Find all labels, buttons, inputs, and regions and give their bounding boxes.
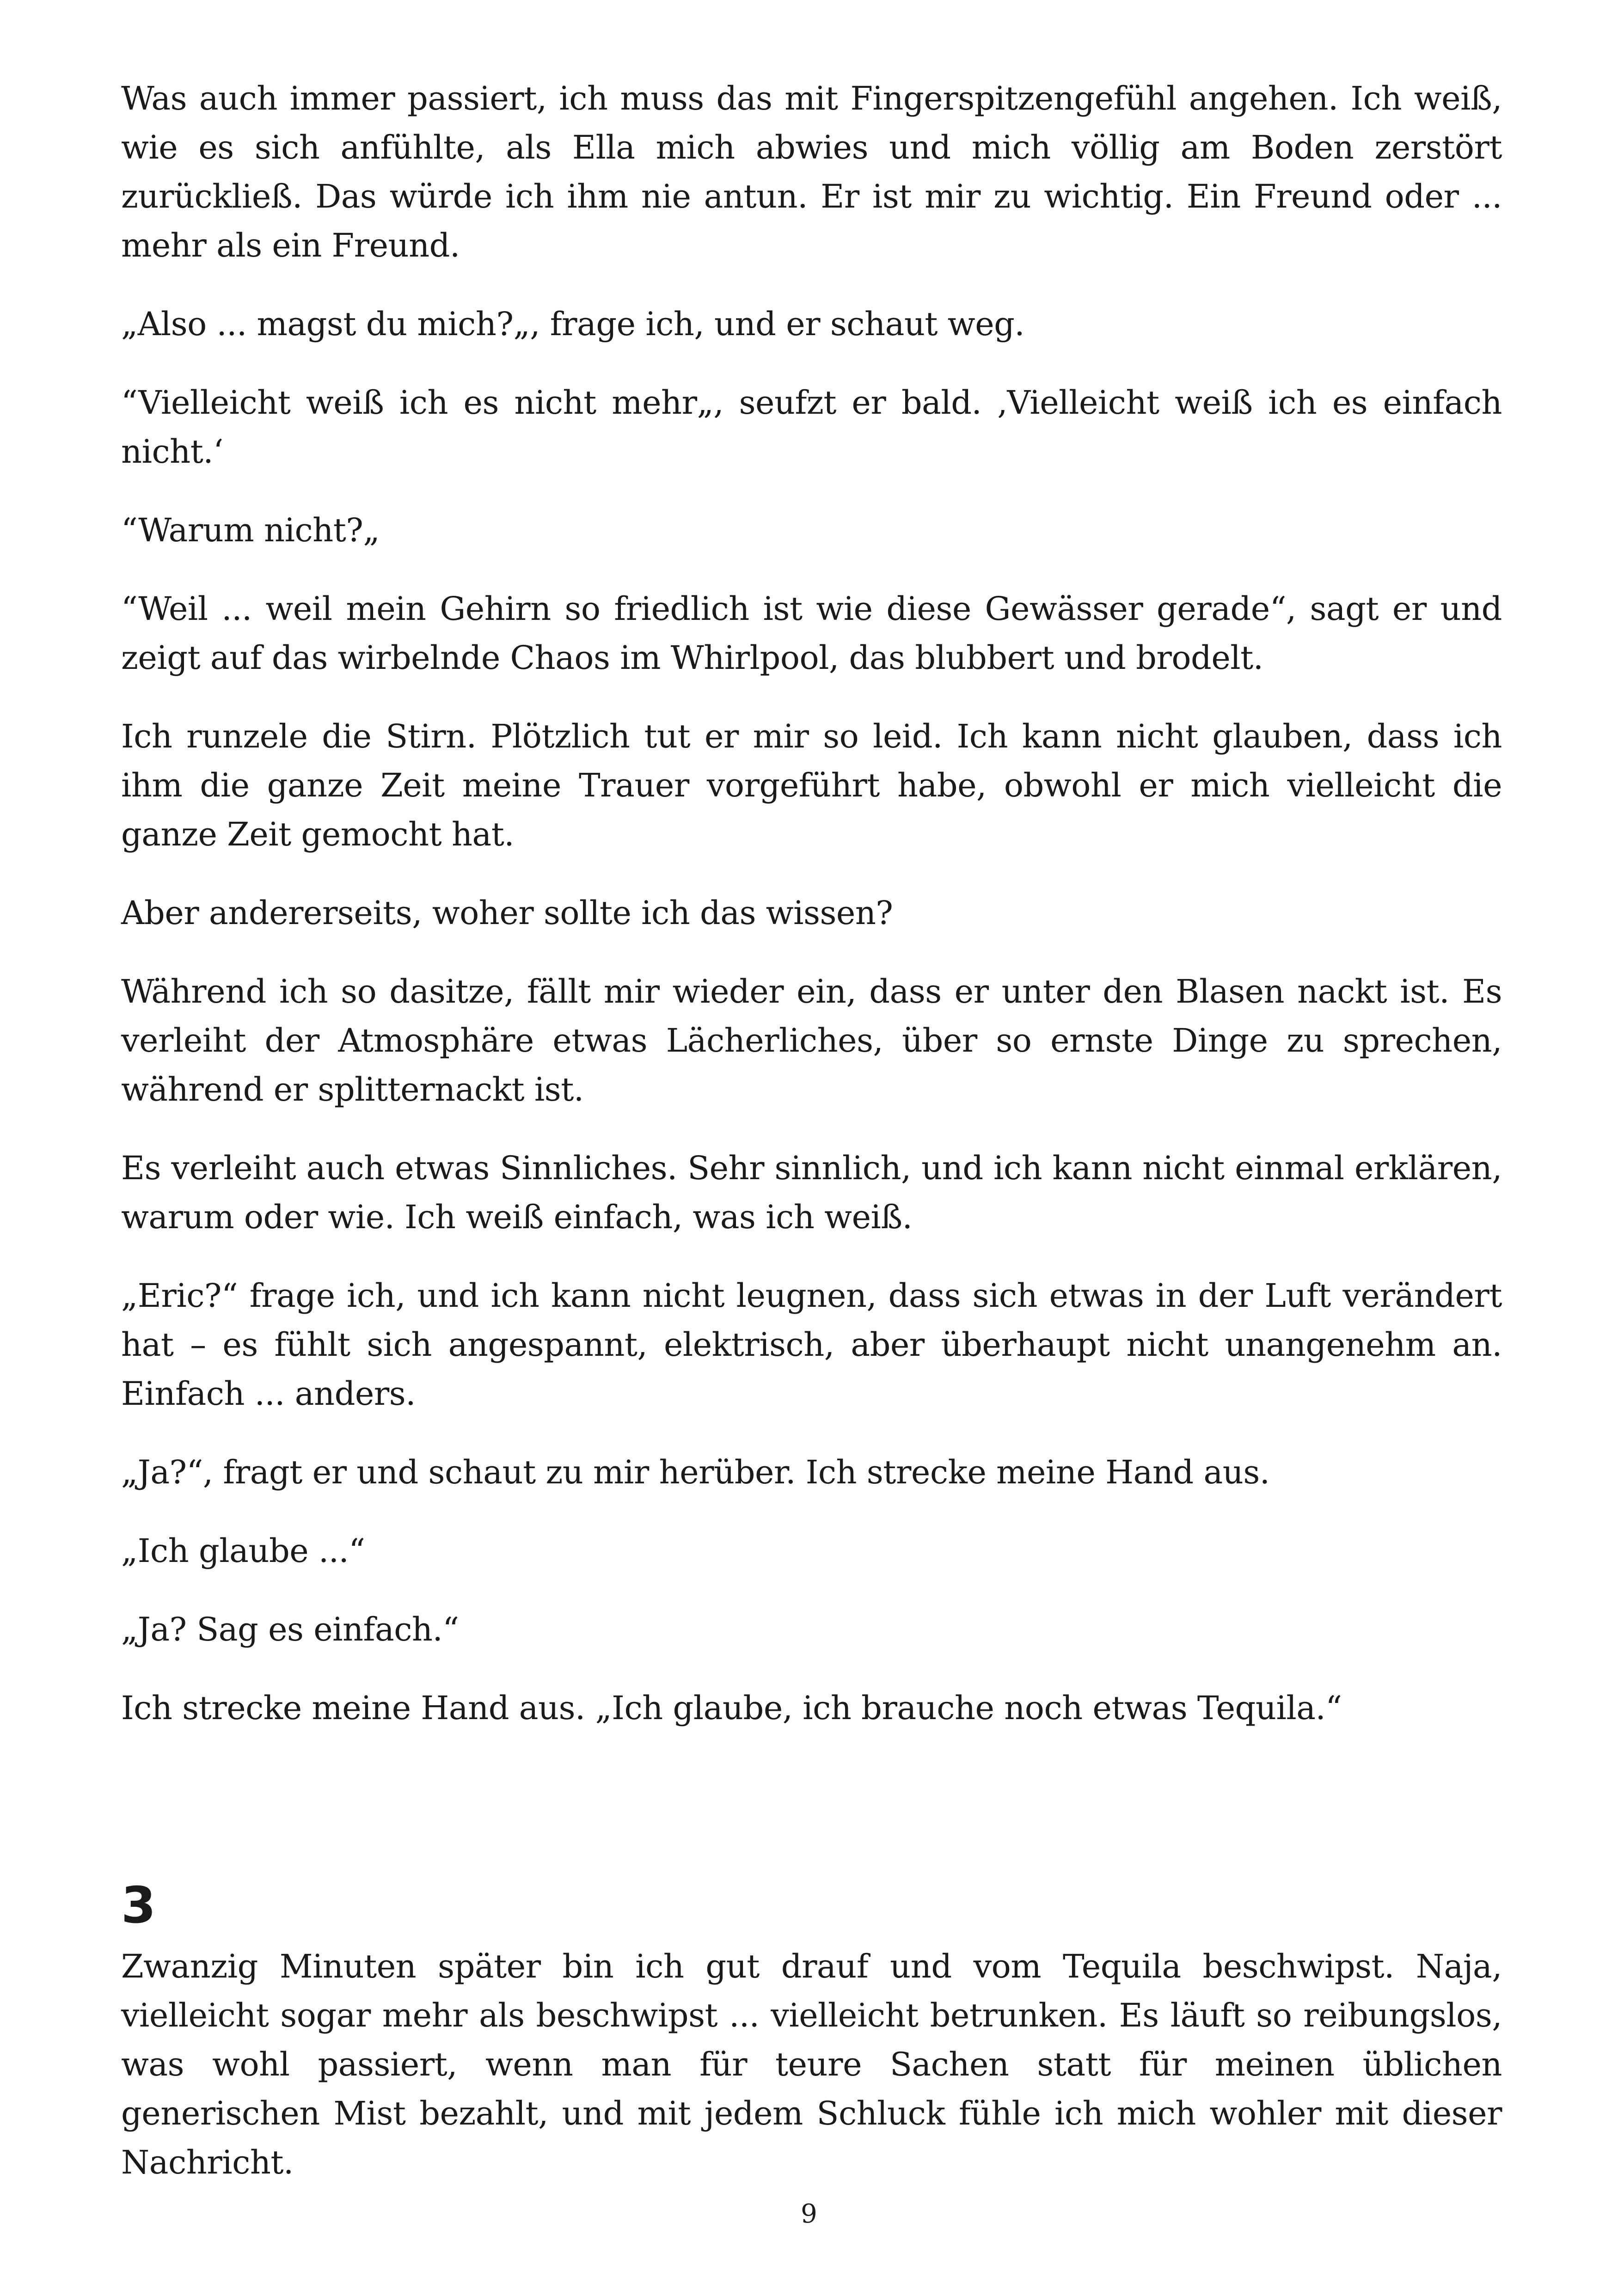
paragraph: „Also ... magst du mich?„, frage ich, und er schaut weg. — [121, 305, 1025, 343]
paragraph: Zwanzig Minuten später bin ich gut drauf und vom Tequila beschwipst. Naja, vielleicht sogar mehr als beschwipst ... vielleicht betrunken. Es läuft so reibungslos, was wohl passiert, wenn man für teure Sachen statt für meinen üblichen generischen Mist bezahlt, und mit jedem Schluck fühle ich mich wohler mit dieser Nachricht. — [121, 1947, 1502, 2181]
paragraph: “Weil ... weil mein Gehirn so friedlich ist wie diese Gewässer gerade“, sagt er und zeigt auf das wirbelnde Chaos im Whirlpool, das blubbert und brodelt. — [121, 590, 1502, 677]
paragraph: “Warum nicht?„ — [121, 511, 380, 549]
paragraph: Ich runzele die Stirn. Plötzlich tut er mir so leid. Ich kann nicht glauben, dass ich ihm die ganze Zeit meine Trauer vorgeführt habe, obwohl er mich vielleicht die ganze Zeit gemocht hat. — [121, 717, 1502, 853]
paragraph: Ich strecke meine Hand aus. „Ich glaube, ich brauche noch etwas Tequila.“ — [121, 1689, 1342, 1727]
paragraph: “Vielleicht weiß ich es nicht mehr„, seufzt er bald. ‚Vielleicht weiß ich es einfach nicht.‘ — [121, 384, 1502, 471]
chapter-heading: 3 — [121, 1877, 156, 1935]
paragraph: „Eric?“ frage ich, und ich kann nicht leugnen, dass sich etwas in der Luft verändert hat – es fühlt sich angespannt, elektrisch, aber überhaupt nicht unangenehm an. Einfach ... anders. — [121, 1277, 1502, 1413]
paragraph: „Ja? Sag es einfach.“ — [121, 1610, 459, 1648]
paragraph: „Ja?“, fragt er und schaut zu mir herüber. Ich strecke meine Hand aus. — [121, 1453, 1270, 1491]
paragraph: Was auch immer passiert, ich muss das mit Fingerspitzengefühl angehen. Ich weiß, wie es sich anfühlte, als Ella mich abwies und mich völlig am Boden zerstört zurückließ. Das würde ich ihm nie antun. Er ist mir zu wichtig. Ein Freund oder ... mehr als ein Freund. — [121, 80, 1502, 264]
paragraph: „Ich glaube ...“ — [121, 1532, 365, 1570]
paragraph: Es verleiht auch etwas Sinnliches. Sehr sinnlich, und ich kann nicht einmal erklären, warum oder wie. Ich weiß einfach, was ich weiß. — [121, 1149, 1502, 1236]
page-body — [121, 74, 1502, 2216]
paragraph: Während ich so dasitze, fällt mir wieder ein, dass er unter den Blasen nackt ist. Es verleiht der Atmosphäre etwas Lächerliches, über so ernste Dinge zu sprechen, während er splitternackt ist. — [121, 973, 1502, 1108]
paragraph: Aber andererseits, woher sollte ich das wissen? — [121, 894, 893, 932]
page-number: 9 — [801, 2199, 817, 2229]
